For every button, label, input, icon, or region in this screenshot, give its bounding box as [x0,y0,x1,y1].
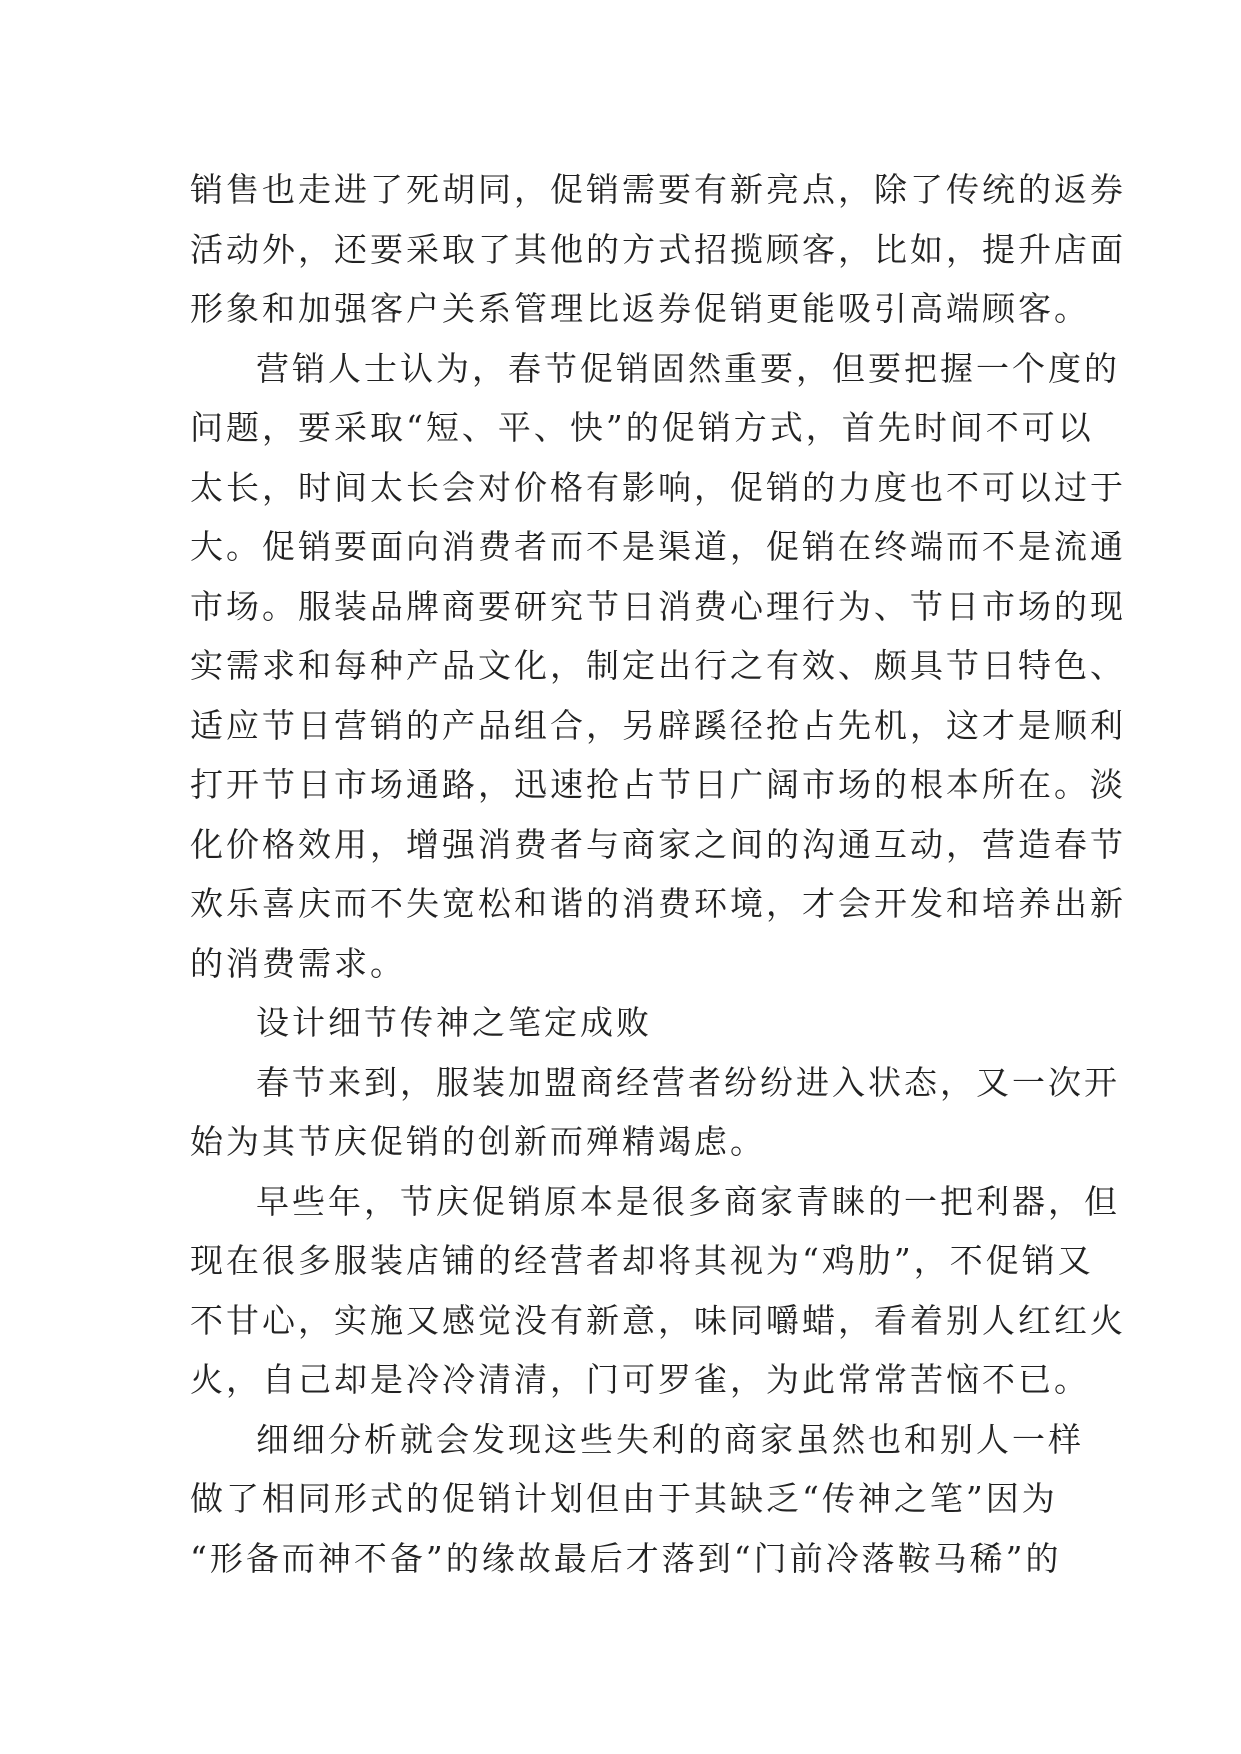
text-line: 春节来到，服装加盟商经营者纷纷进入状态，又一次开 [256,1062,1120,1102]
text-line: 适应节日营销的产品组合，另辟蹊径抢占先机，这才是顺利 [190,705,1126,745]
text-line: 化价格效用，增强消费者与商家之间的沟通互动，营造春节 [190,824,1126,864]
text-line: 不甘心，实施又感觉没有新意，味同嚼蜡，看着别人红红火 [190,1300,1126,1340]
text-line: 细细分析就会发现这些失利的商家虽然也和别人一样 [256,1419,1084,1459]
text-line: 现在很多服装店铺的经营者却将其视为“鸡肋”，不促销又 [190,1241,1094,1280]
text-line: 打开节日市场通路，迅速抢占节日广阔市场的根本所在。淡 [190,765,1126,804]
text-line: 市场。服装品牌商要研究节日消费心理行为、节日市场的现 [190,586,1126,626]
text-line: 欢乐喜庆而不失宽松和谐的消费环境，才会开发和培养出新 [190,884,1126,923]
body-text [190,160,1126,1588]
text-line: 火，自己却是冷冷清清，门可罗雀，为此常常苦恼不已。 [190,1360,1090,1399]
text-line: 做了相同形式的促销计划但由于其缺乏“传神之笔”因为 [190,1479,1058,1518]
text-line: 销售也走进了死胡同，促销需要有新亮点，除了传统的返券 [190,170,1126,209]
text-line: 形象和加强客户关系管理比返券促销更能吸引高端顾客。 [190,289,1090,328]
text-line: 实需求和每种产品文化，制定出行之有效、颇具节日特色、 [190,646,1126,685]
text-line: 问题，要采取“短、平、快”的促销方式，首先时间不可以 [190,408,1094,447]
text-line: 营销人士认为，春节促销固然重要，但要把握一个度的 [256,348,1120,388]
text-line: 的消费需求。 [190,943,406,983]
text-line: “形备而神不备”的缘故最后才落到“门前冷落鞍马稀”的 [190,1538,1062,1578]
text-line: 大。促销要面向消费者而不是渠道，促销在终端而不是流通 [190,527,1126,566]
text-line: 太长，时间太长会对价格有影响，促销的力度也不可以过于 [190,467,1126,507]
section-heading: 设计细节传神之笔定成败 [256,1003,652,1042]
text-line: 活动外，还要采取了其他的方式招揽顾客，比如，提升店面 [190,229,1126,269]
text-line: 始为其节庆促销的创新而殚精竭虑。 [190,1122,766,1161]
text-line: 早些年，节庆促销原本是很多商家青睐的一把利器，但 [256,1181,1120,1221]
